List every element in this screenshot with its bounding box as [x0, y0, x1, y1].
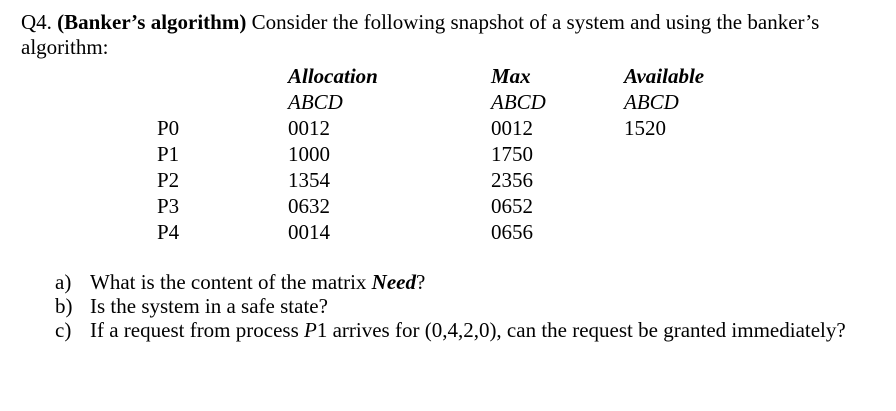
row-max: 1750: [491, 142, 533, 166]
row-max: 0656: [491, 220, 533, 244]
row-max: 0012: [491, 116, 533, 140]
row-max: 0652: [491, 194, 533, 218]
row-max: 2356: [491, 168, 533, 192]
row-process: P3: [157, 194, 180, 218]
question-number: Q4.: [21, 10, 52, 34]
question-topic: (Banker’s algorithm): [57, 10, 247, 34]
row-allocation: 0632: [288, 194, 330, 218]
sub-question-letter: a): [55, 270, 72, 294]
sub-question-c: [55, 318, 846, 342]
row-process: P1: [157, 142, 180, 166]
row-process: P0: [157, 116, 180, 140]
header-allocation: Allocation: [288, 64, 378, 88]
row-allocation: 1000: [288, 142, 330, 166]
row-process: P4: [157, 220, 180, 244]
question-title: [21, 10, 891, 60]
row-available: 1520: [624, 116, 666, 140]
header-max: Max: [491, 64, 531, 88]
sub-question-emphasis: P: [304, 318, 317, 342]
header-available: Available: [624, 64, 705, 88]
sub-question-text-end: 1 arrives for (0,4,2,0), can the request be granted immediately?: [316, 318, 846, 342]
sub-question-letter: c): [55, 318, 72, 342]
sub-question-text-end: ?: [415, 270, 426, 294]
row-allocation: 0014: [288, 220, 330, 244]
sub-question-text: Is the system in a safe state?: [90, 294, 328, 318]
question-text: Consider the following snapshot of a system and using the banker’s algorithm:: [21, 10, 820, 59]
row-allocation: 1354: [288, 168, 330, 192]
row-process: P2: [157, 168, 180, 192]
sub-question-text: What is the content of the matrix: [90, 270, 372, 294]
sub-question-text: If a request from process: [90, 318, 304, 342]
subheader-allocation: ABCD: [288, 90, 343, 114]
sub-question-a: [55, 270, 425, 294]
subheader-max: ABCD: [491, 90, 546, 114]
row-allocation: 0012: [288, 116, 330, 140]
subheader-available: ABCD: [624, 90, 679, 114]
sub-question-emphasis: Need: [371, 270, 416, 294]
sub-question-letter: b): [55, 294, 73, 318]
sub-question-b: [55, 294, 328, 318]
